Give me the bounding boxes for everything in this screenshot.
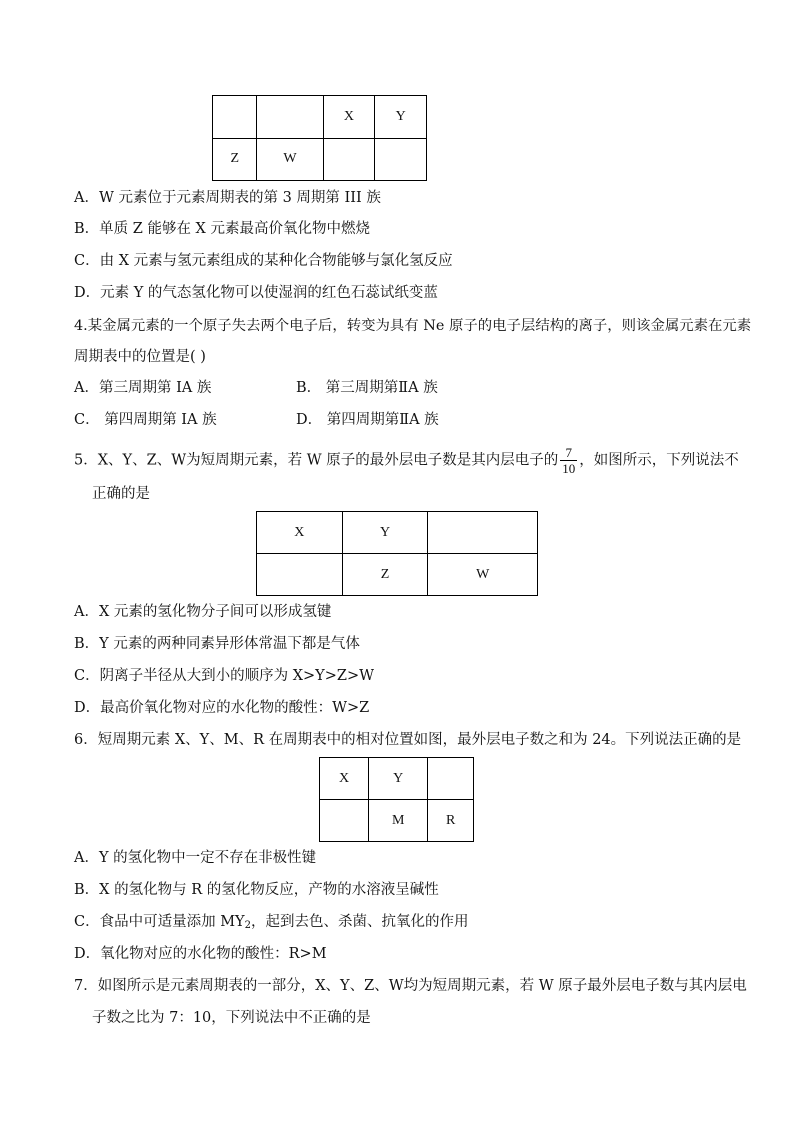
- q6-option-c-pre: C．食品中可适量添加 MY: [74, 914, 245, 930]
- table-cell: X: [320, 758, 369, 800]
- q5-stem-post: ，如图所示，下列说法不: [579, 452, 739, 469]
- table-row: [213, 138, 427, 181]
- table-cell: M: [369, 800, 428, 842]
- table-cell: Y: [342, 512, 428, 554]
- q5-option-a: A．X 元素的氢化物分子间可以形成氢键: [74, 604, 332, 620]
- q5-stem-pre: 5．X、Y、Z、W为短周期元素，若 W 原子的最外层电子数是其内层电子的: [74, 452, 559, 469]
- q6-option-a: A．Y 的氢化物中一定不存在非极性键: [74, 850, 317, 866]
- table-cell: [323, 138, 375, 181]
- q5-option-d: D．最高价氧化物对应的水化物的酸性：W>Z: [74, 700, 370, 716]
- q5-element-table: [256, 511, 538, 596]
- table-cell: Z: [342, 554, 428, 596]
- table-cell: W: [428, 554, 538, 596]
- q6-stem: 6．短周期元素 X、Y、M、R 在周期表中的相对位置如图，最外层电子数之和为 24。下列说法正确的是: [74, 732, 742, 748]
- table-cell: [257, 554, 343, 596]
- q7-stem-line1: 7．如图所示是元素周期表的一部分，X、Y、Z、W均为短周期元素，若 W 原子最外层电子数与其内层电: [74, 978, 747, 994]
- prev-option-a: A．W 元素位于元素周期表的第 3 周期第 III 族: [74, 190, 381, 206]
- table-cell: [213, 96, 257, 139]
- table-cell: [320, 800, 369, 842]
- table-row: [320, 800, 474, 842]
- q6-option-d: D．氧化物对应的水化物的酸性：R>M: [74, 946, 327, 962]
- subscript: 2: [244, 920, 251, 931]
- q7-stem-line2: 子数之比为 7：10，下列说法中不正确的是: [92, 1010, 371, 1026]
- q6-option-b: B．X 的氢化物与 R 的氢化物反应，产物的水溶液呈碱性: [74, 882, 439, 898]
- q6-element-table: [319, 757, 474, 842]
- q5-option-b: B．Y 元素的两种同素异形体常温下都是气体: [74, 636, 360, 652]
- prev-element-table: [212, 95, 427, 181]
- table-cell: W: [257, 138, 323, 181]
- table-cell: [257, 96, 323, 139]
- fraction: [560, 445, 577, 476]
- table-cell: [428, 758, 474, 800]
- q5-stem-line1: [74, 445, 739, 476]
- q4-option-a: A．第三周期第 IA 族: [74, 380, 212, 396]
- table-row: [320, 758, 474, 800]
- table-cell: R: [428, 800, 474, 842]
- table-cell: [375, 138, 427, 181]
- table-cell: Z: [213, 138, 257, 181]
- q5-option-c: C．阴离子半径从大到小的顺序为 X>Y>Z>W: [74, 668, 375, 684]
- table-cell: [428, 512, 538, 554]
- table-cell: X: [323, 96, 375, 139]
- q4-option-d: D． 第四周期第ⅡA 族: [296, 412, 439, 428]
- table-cell: X: [257, 512, 343, 554]
- q5-stem-line2: 正确的是: [92, 486, 150, 502]
- table-row: [257, 512, 538, 554]
- table-cell: Y: [369, 758, 428, 800]
- fraction-numerator: 7: [565, 445, 572, 460]
- q4-stem-line2: 周期表中的位置是( ): [74, 349, 206, 365]
- q6-option-c-post: ，起到去色、杀菌、抗氧化的作用: [251, 914, 469, 930]
- q6-option-c: [74, 912, 469, 936]
- table-cell: Y: [375, 96, 427, 139]
- table-row: [257, 554, 538, 596]
- q4-option-b: B． 第三周期第ⅡA 族: [296, 380, 438, 396]
- fraction-denominator: 10: [562, 461, 576, 476]
- prev-option-d: D．元素 Y 的气态氢化物可以使湿润的红色石蕊试纸变蓝: [74, 285, 438, 301]
- prev-option-b: B．单质 Z 能够在 X 元素最高价氧化物中燃烧: [74, 221, 370, 237]
- q4-option-c: C． 第四周期第 IA 族: [74, 412, 217, 428]
- table-row: [213, 96, 427, 139]
- prev-option-c: C．由 X 元素与氢元素组成的某种化合物能够与氯化氢反应: [74, 253, 453, 269]
- q4-stem-line1: 4.某金属元素的一个原子失去两个电子后，转变为具有 Ne 原子的电子层结构的离子，则该金属元素在元素: [74, 318, 752, 334]
